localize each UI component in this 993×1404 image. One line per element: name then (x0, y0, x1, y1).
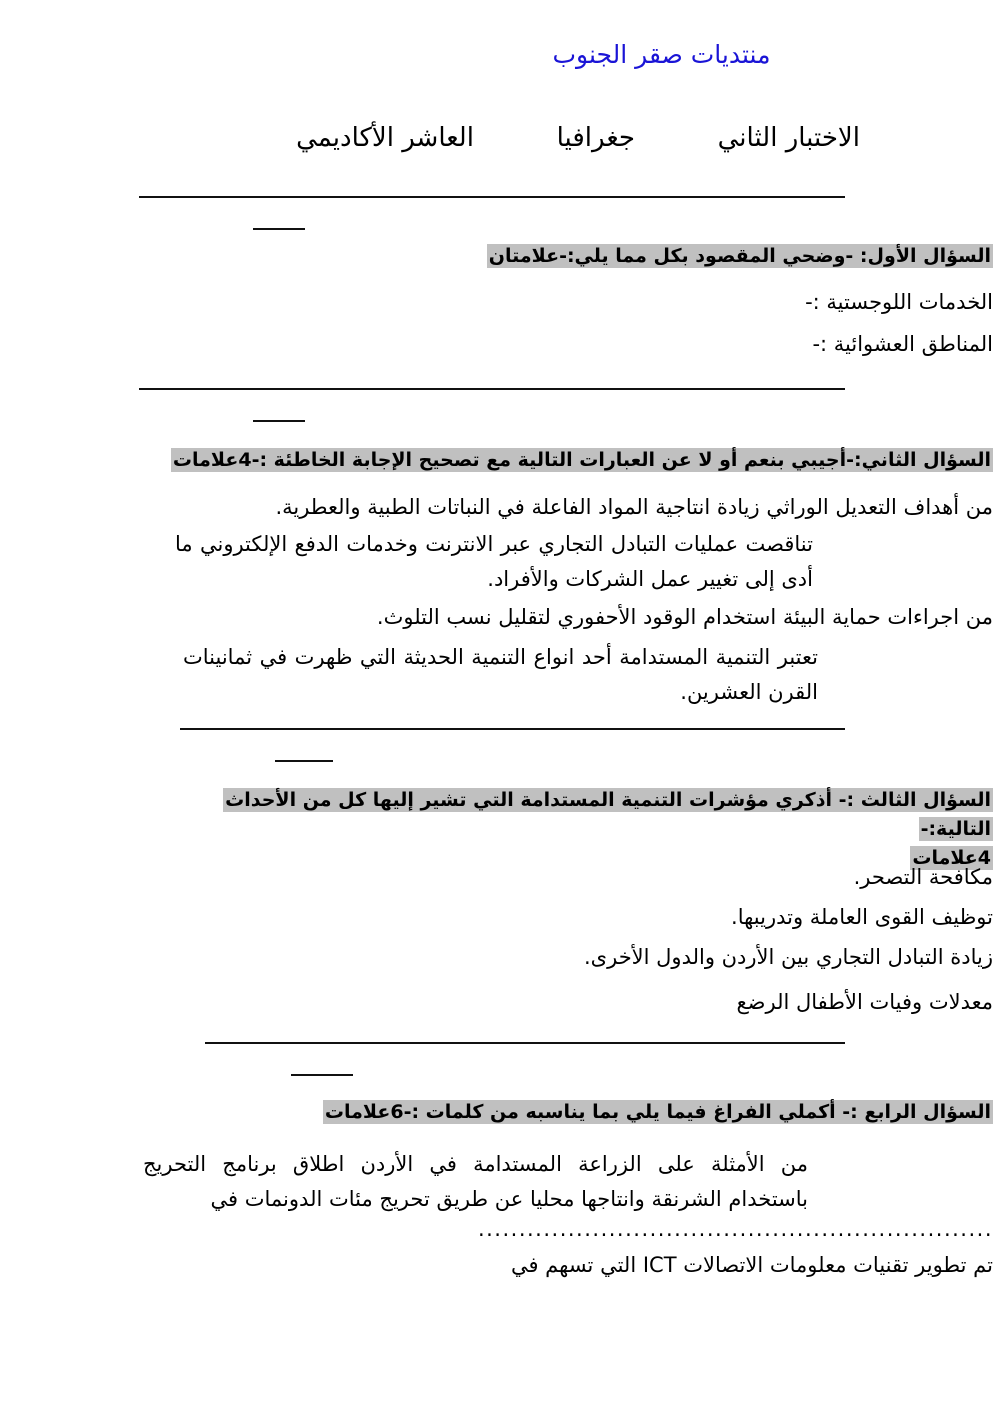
rule-main-line (139, 196, 845, 198)
question-3-header-marks: 4علامات (912, 847, 991, 869)
question-2-item-1: من أهداف التعديل الوراثي زيادة انتاجية المواد الفاعلة في النباتات الطبية والعطرية. (275, 495, 993, 519)
question-3-item-1: مكافحة التصحر. (853, 865, 993, 889)
question-4-header (138, 1098, 993, 1127)
exam-title: الاختبار الثاني جغرافيا العاشر الأكاديمي (296, 123, 860, 153)
question-2-item-2: تناقصت عمليات التبادل التجاري عبر الانترنت وخدمات الدفع الإلكتروني ما أدى إلى تغيير عمل الشركات والأفراد. (175, 532, 813, 591)
question-1-header-text: السؤال الأول: -وضحي المقصود بكل مما يلي:-علامتان (488, 245, 991, 267)
rule-tail-line (253, 420, 305, 422)
question-1-item-2: المناطق العشوائية :- (812, 332, 993, 356)
question-4-header-text: السؤال الرابع :- أكملي الفراغ فيما يلي بما يناسبه من كلمات :-6علامات (324, 1101, 991, 1123)
question-3-item-3: زيادة التبادل التجاري بين الأردن والدول الأخرى. (584, 945, 993, 969)
separator-rule-4 (0, 1042, 993, 1076)
question-2-item-3: من اجراءات حماية البيئة استخدام الوقود الأحفوري لتقليل نسب التلوث. (376, 605, 993, 629)
separator-rule-3 (0, 728, 993, 762)
question-3-item-2: توظيف القوى العاملة وتدريبها. (731, 905, 993, 929)
question-3-item-4: معدلات وفيات الأطفال الرضع (736, 990, 993, 1014)
rule-main-line (205, 1042, 845, 1044)
question-2-item-4: تعتبر التنمية المستدامة أحد انواع التنمية الحديثة التي ظهرت في ثمانينات القرن العشرين. (183, 645, 818, 704)
question-1-header (143, 242, 993, 271)
rule-main-line (139, 388, 845, 390)
forum-name-text: منتديات صقر الجنوب (552, 40, 771, 69)
rule-tail-line (291, 1074, 353, 1076)
question-4-item-2: تم تطوير تقنيات معلومات الاتصالات ICT التي تسهم في (510, 1253, 993, 1277)
question-4-item-1: من الأمثلة على الزراعة المستدامة في الأردن اطلاق برنامج التحريج باستخدام الشرنقة وانتاجها محليا عن طريق تحريج مئات الدونمات في (143, 1152, 808, 1211)
rule-tail-line (275, 760, 333, 762)
rule-main-line (180, 728, 845, 730)
question-2-header-text: السؤال الثاني:-أجيبي بنعم أو لا عن العبارات التالية مع تصحيح الإجابة الخاطئة :-4علامات (172, 449, 991, 471)
separator-rule-1 (0, 196, 993, 230)
question-1-item-1: الخدمات اللوجستية :- (805, 290, 993, 314)
separator-rule-2 (0, 388, 993, 422)
question-2-header (148, 446, 993, 475)
question-3-header-text: السؤال الثالث :- أذكري مؤشرات التنمية المستدامة التي تشير إليها كل من الأحداث التالية:- (225, 789, 991, 840)
forum-banner (0, 40, 993, 70)
rule-tail-line (253, 228, 305, 230)
question-4-blank-line: ............................................................... (477, 1217, 993, 1241)
